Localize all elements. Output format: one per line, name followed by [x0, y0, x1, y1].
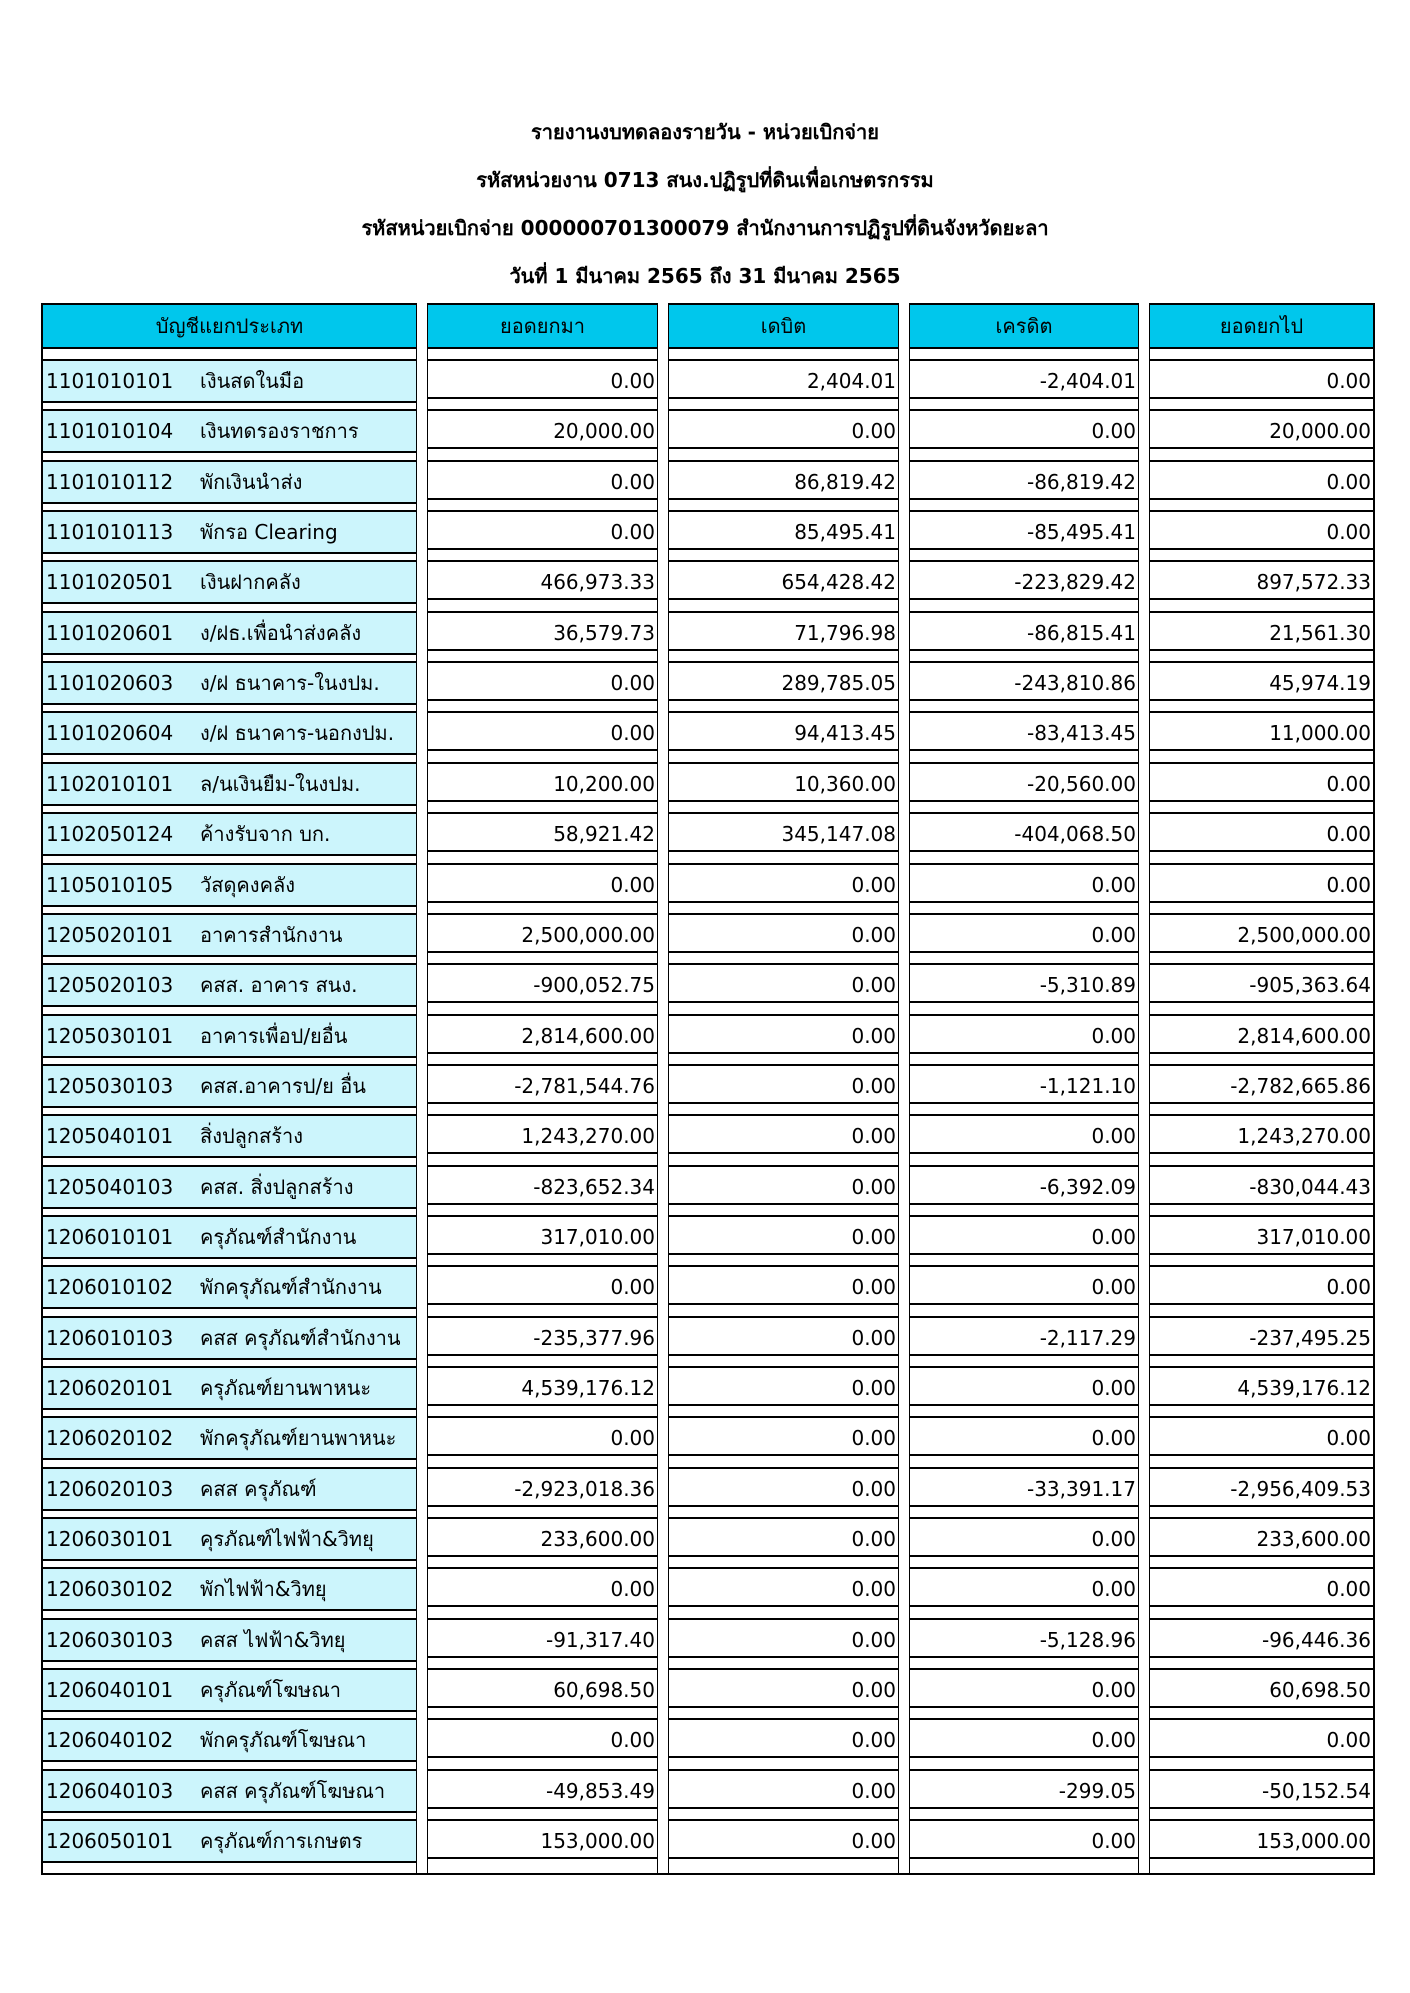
account-cell [43, 359, 416, 403]
account-name: คุรภัณฑ์ไฟฟ้า&วิทยุ [200, 1527, 374, 1552]
account-code: 1101020603 [46, 671, 174, 696]
account-code: 1102010101 [46, 771, 174, 796]
closing-cell: 0.00 [1150, 359, 1373, 399]
account-code: 1206040102 [46, 1728, 174, 1753]
account-code: 1206030101 [46, 1527, 174, 1552]
opening-cell: -2,923,018.36 [428, 1467, 657, 1507]
closing-cell: -2,782,665.86 [1150, 1064, 1373, 1104]
credit-cell: -86,815.41 [910, 611, 1138, 651]
account-code: 1205030101 [46, 1023, 174, 1048]
account-cell [43, 560, 416, 604]
account-cell [43, 510, 416, 554]
table-row [43, 913, 1373, 963]
closing-cell: 0.00 [1150, 1416, 1373, 1456]
opening-cell: -823,652.34 [428, 1165, 657, 1205]
opening-cell: 4,539,176.12 [428, 1366, 657, 1406]
header-closing: ยอดยกไป [1150, 303, 1373, 349]
table-row [43, 963, 1373, 1013]
debit-cell: 0.00 [669, 1114, 898, 1154]
credit-cell: -243,810.86 [910, 661, 1138, 701]
agency-line: รหัสหน่วยงาน 0713 สนง.ปฏิรูปที่ดินเพื่อเกษตรกรรม [476, 168, 934, 192]
opening-cell: 0.00 [428, 661, 657, 701]
account-cell [43, 611, 416, 655]
account-code: 1101010101 [46, 369, 174, 393]
credit-cell: 0.00 [910, 1668, 1138, 1708]
table-row [43, 611, 1373, 661]
table-row [43, 711, 1373, 761]
closing-cell: 0.00 [1150, 812, 1373, 852]
account-name: ครุภัณฑ์ยานพาหนะ [200, 1376, 372, 1400]
table-row [43, 1567, 1373, 1617]
credit-cell: -1,121.10 [910, 1064, 1138, 1104]
table-row [43, 1366, 1373, 1416]
account-cell [43, 661, 416, 705]
debit-cell: 0.00 [669, 1014, 898, 1054]
table-row [43, 1064, 1373, 1114]
table-row [43, 1467, 1373, 1517]
account-cell [43, 1366, 416, 1410]
opening-cell: 153,000.00 [428, 1819, 657, 1859]
debit-cell: 0.00 [669, 1769, 898, 1809]
account-cell [43, 1265, 416, 1309]
table-row [43, 1769, 1373, 1819]
debit-cell: 0.00 [669, 863, 898, 903]
table-row [43, 1265, 1373, 1315]
account-code: 1105010105 [46, 872, 174, 897]
account-name: อาคารสำนักงาน [200, 922, 343, 947]
closing-cell: 0.00 [1150, 762, 1373, 802]
closing-cell: 0.00 [1150, 1567, 1373, 1607]
debit-cell: 0.00 [669, 1618, 898, 1658]
opening-cell: 0.00 [428, 1416, 657, 1456]
account-code: 1101020501 [46, 570, 174, 595]
debit-cell: 0.00 [669, 1165, 898, 1205]
opening-cell: 317,010.00 [428, 1215, 657, 1255]
account-code: 1206020103 [46, 1476, 174, 1501]
account-name: พักครุภัณฑ์โฆษณา [200, 1728, 367, 1753]
account-name: พักเงินนำส่ง [200, 469, 303, 494]
account-name: คสส ครุภัณฑ์ [200, 1476, 317, 1501]
credit-cell: -299.05 [910, 1769, 1138, 1809]
disbursement-unit-line: รหัสหน่วยเบิกจ่าย 000000701300079 สำนักงานการปฏิรูปที่ดินจังหวัดยะลา [361, 216, 1049, 240]
opening-cell: 2,500,000.00 [428, 913, 657, 953]
account-cell [43, 762, 416, 806]
debit-cell: 345,147.08 [669, 812, 898, 852]
account-code: 1101010112 [46, 469, 174, 494]
account-name: ครุภัณฑ์โฆษณา [200, 1678, 342, 1703]
credit-cell: -2,117.29 [910, 1316, 1138, 1356]
account-name: เงินสดในมือ [200, 369, 305, 393]
opening-cell: -900,052.75 [428, 963, 657, 1003]
account-name: ค้างรับจาก บก. [200, 822, 331, 847]
account-cell [43, 1064, 416, 1108]
opening-cell: 0.00 [428, 863, 657, 903]
credit-cell: -5,128.96 [910, 1618, 1138, 1658]
closing-cell: 897,572.33 [1150, 560, 1373, 600]
account-name: ง/ฝ ธนาคาร-ในงปม. [200, 671, 380, 696]
opening-cell: -49,853.49 [428, 1769, 657, 1809]
table-row [43, 1014, 1373, 1064]
account-code: 1101010113 [46, 520, 174, 545]
credit-cell: 0.00 [910, 1567, 1138, 1607]
account-cell [43, 913, 416, 957]
credit-cell: 0.00 [910, 1718, 1138, 1758]
closing-cell: -237,495.25 [1150, 1316, 1373, 1356]
closing-cell: 4,539,176.12 [1150, 1366, 1373, 1406]
credit-cell: 0.00 [910, 1366, 1138, 1406]
opening-cell: -2,781,544.76 [428, 1064, 657, 1104]
account-cell [43, 711, 416, 755]
account-code: 1101010104 [46, 419, 174, 444]
credit-cell: -223,829.42 [910, 560, 1138, 600]
debit-cell: 0.00 [669, 1316, 898, 1356]
credit-cell: 0.00 [910, 1416, 1138, 1456]
closing-cell: 60,698.50 [1150, 1668, 1373, 1708]
account-name: คสส ครุภัณฑ์สำนักงาน [200, 1325, 401, 1350]
account-code: 1205040101 [46, 1124, 174, 1149]
account-cell [43, 1668, 416, 1712]
trial-balance-table [41, 303, 1375, 1875]
account-name: พักรอ Clearing [200, 520, 338, 545]
credit-cell: -85,495.41 [910, 510, 1138, 550]
opening-cell: 0.00 [428, 711, 657, 751]
closing-cell: -830,044.43 [1150, 1165, 1373, 1205]
account-code: 1205020101 [46, 922, 174, 947]
debit-cell: 85,495.41 [669, 510, 898, 550]
credit-cell: 0.00 [910, 1215, 1138, 1255]
account-code: 1206030102 [46, 1577, 174, 1602]
account-name: เงินฝากคลัง [200, 570, 301, 595]
opening-cell: 0.00 [428, 1265, 657, 1305]
account-cell [43, 460, 416, 504]
closing-cell: 233,600.00 [1150, 1517, 1373, 1557]
table-row [43, 1668, 1373, 1718]
account-code: 1102050124 [46, 822, 174, 847]
closing-cell: 0.00 [1150, 460, 1373, 500]
credit-cell: 0.00 [910, 1819, 1138, 1859]
credit-cell: 0.00 [910, 1517, 1138, 1557]
account-name: คสส. สิ่งปลูกสร้าง [200, 1174, 354, 1199]
credit-cell: 0.00 [910, 913, 1138, 953]
account-code: 1206020101 [46, 1376, 174, 1400]
opening-cell: 2,814,600.00 [428, 1014, 657, 1054]
account-cell [43, 812, 416, 856]
account-code: 1206010102 [46, 1275, 174, 1300]
credit-cell: -86,819.42 [910, 460, 1138, 500]
account-code: 1205040103 [46, 1174, 174, 1199]
period-line: วันที่ 1 มีนาคม 2565 ถึง 31 มีนาคม 2565 [509, 264, 901, 288]
closing-cell: 0.00 [1150, 863, 1373, 903]
header-account: บัญชีแยกประเภท [43, 303, 416, 349]
account-cell [43, 1316, 416, 1360]
debit-cell: 0.00 [669, 1668, 898, 1708]
credit-cell: -5,310.89 [910, 963, 1138, 1003]
account-name: คสส ครุภัณฑ์โฆษณา [200, 1778, 386, 1803]
account-name: พักครุภัณฑ์ยานพาหนะ [200, 1426, 397, 1451]
account-cell [43, 1416, 416, 1460]
closing-cell: -96,446.36 [1150, 1618, 1373, 1658]
table-row [43, 409, 1373, 459]
debit-cell: 71,796.98 [669, 611, 898, 651]
credit-cell: -6,392.09 [910, 1165, 1138, 1205]
account-cell [43, 409, 416, 453]
debit-cell: 0.00 [669, 963, 898, 1003]
table-row [43, 1114, 1373, 1164]
opening-cell: 0.00 [428, 460, 657, 500]
account-name: ล/นเงินยืม-ในงปม. [200, 771, 361, 796]
account-code: 1101020601 [46, 620, 174, 645]
table-row [43, 863, 1373, 913]
table-row [43, 1316, 1373, 1366]
closing-cell: -2,956,409.53 [1150, 1467, 1373, 1507]
account-code: 1206020102 [46, 1426, 174, 1451]
account-name: เงินทดรองราชการ [200, 419, 359, 444]
closing-cell: 21,561.30 [1150, 611, 1373, 651]
credit-cell: 0.00 [910, 1014, 1138, 1054]
table-row [43, 812, 1373, 862]
opening-cell: 233,600.00 [428, 1517, 657, 1557]
account-cell [43, 1467, 416, 1511]
header-credit: เครดิต [910, 303, 1138, 349]
credit-cell: 0.00 [910, 863, 1138, 903]
closing-cell: 2,814,600.00 [1150, 1014, 1373, 1054]
credit-cell: 0.00 [910, 1265, 1138, 1305]
account-name: ง/ฝ ธนาคาร-นอกงปม. [200, 721, 395, 746]
debit-cell: 0.00 [669, 1265, 898, 1305]
closing-cell: 20,000.00 [1150, 409, 1373, 449]
opening-cell: 58,921.42 [428, 812, 657, 852]
account-cell [43, 1567, 416, 1611]
account-code: 1206010103 [46, 1325, 174, 1350]
debit-cell: 94,413.45 [669, 711, 898, 751]
opening-cell: 1,243,270.00 [428, 1114, 657, 1154]
account-name: พักไฟฟ้า&วิทยุ [200, 1577, 327, 1602]
opening-cell: 36,579.73 [428, 611, 657, 651]
closing-cell: -905,363.64 [1150, 963, 1373, 1003]
debit-cell: 2,404.01 [669, 359, 898, 399]
closing-cell: 317,010.00 [1150, 1215, 1373, 1255]
account-name: อาคารเพื่อป/ยอื่น [200, 1023, 348, 1048]
account-name: คสส.อาคารป/ย อื่น [200, 1073, 366, 1098]
credit-cell: -20,560.00 [910, 762, 1138, 802]
opening-cell: 0.00 [428, 510, 657, 550]
table-row [43, 661, 1373, 711]
table-row [43, 1819, 1373, 1869]
debit-cell: 0.00 [669, 1467, 898, 1507]
credit-cell: -404,068.50 [910, 812, 1138, 852]
closing-cell: 11,000.00 [1150, 711, 1373, 751]
account-name: พักครุภัณฑ์สำนักงาน [200, 1275, 382, 1300]
closing-cell: 1,243,270.00 [1150, 1114, 1373, 1154]
opening-cell: 10,200.00 [428, 762, 657, 802]
header-debit: เดบิต [669, 303, 898, 349]
account-cell [43, 1215, 416, 1259]
debit-cell: 0.00 [669, 1215, 898, 1255]
account-name: คสส. อาคาร สนง. [200, 973, 358, 998]
table-header [43, 303, 1373, 349]
account-code: 1206050101 [46, 1829, 174, 1854]
debit-cell: 86,819.42 [669, 460, 898, 500]
credit-cell: 0.00 [910, 1114, 1138, 1154]
debit-cell: 0.00 [669, 1416, 898, 1456]
table-row [43, 460, 1373, 510]
account-name: สิ่งปลูกสร้าง [200, 1124, 303, 1149]
account-cell [43, 1517, 416, 1561]
table-row [43, 1517, 1373, 1567]
credit-cell: -33,391.17 [910, 1467, 1138, 1507]
opening-cell: 0.00 [428, 1567, 657, 1607]
account-cell [43, 1014, 416, 1058]
table-row [43, 1416, 1373, 1466]
table-row [43, 1215, 1373, 1265]
report-title: รายงานงบทดลองรายวัน - หน่วยเบิกจ่าย [531, 120, 879, 144]
debit-cell: 0.00 [669, 1567, 898, 1607]
account-code: 1101020604 [46, 721, 174, 746]
account-cell [43, 1819, 416, 1863]
credit-cell: -83,413.45 [910, 711, 1138, 751]
debit-cell: 654,428.42 [669, 560, 898, 600]
account-code: 1206010101 [46, 1224, 174, 1249]
header-opening: ยอดยกมา [428, 303, 657, 349]
opening-cell: 20,000.00 [428, 409, 657, 449]
debit-cell: 0.00 [669, 1517, 898, 1557]
table-row [43, 762, 1373, 812]
account-cell [43, 1165, 416, 1209]
account-code: 1206040101 [46, 1678, 174, 1703]
debit-cell: 0.00 [669, 1718, 898, 1758]
credit-cell: -2,404.01 [910, 359, 1138, 399]
table-row [43, 560, 1373, 610]
closing-cell: 45,974.19 [1150, 661, 1373, 701]
closing-cell: -50,152.54 [1150, 1769, 1373, 1809]
account-cell [43, 1114, 416, 1158]
opening-cell: -91,317.40 [428, 1618, 657, 1658]
debit-cell: 289,785.05 [669, 661, 898, 701]
account-name: ง/ฝธ.เพื่อนำส่งคลัง [200, 620, 362, 645]
opening-cell: 466,973.33 [428, 560, 657, 600]
account-code: 1205020103 [46, 973, 174, 998]
account-code: 1206030103 [46, 1627, 174, 1652]
closing-cell: 0.00 [1150, 510, 1373, 550]
account-cell [43, 963, 416, 1007]
table-row [43, 1618, 1373, 1668]
account-name: วัสดุคงคลัง [200, 872, 295, 897]
opening-cell: 0.00 [428, 359, 657, 399]
opening-cell: 0.00 [428, 1718, 657, 1758]
account-cell [43, 1618, 416, 1662]
debit-cell: 0.00 [669, 913, 898, 953]
closing-cell: 2,500,000.00 [1150, 913, 1373, 953]
account-code: 1206040103 [46, 1778, 174, 1803]
closing-cell: 0.00 [1150, 1718, 1373, 1758]
opening-cell: 60,698.50 [428, 1668, 657, 1708]
table-row [43, 359, 1373, 409]
report-header [0, 112, 1410, 304]
account-name: ครุภัณฑ์การเกษตร [200, 1829, 363, 1854]
closing-cell: 0.00 [1150, 1265, 1373, 1305]
table-row [43, 1165, 1373, 1215]
debit-cell: 0.00 [669, 409, 898, 449]
debit-cell: 0.00 [669, 1064, 898, 1104]
debit-cell: 0.00 [669, 1366, 898, 1406]
account-cell [43, 1769, 416, 1813]
opening-cell: -235,377.96 [428, 1316, 657, 1356]
table-row [43, 1718, 1373, 1768]
account-cell [43, 863, 416, 907]
account-code: 1205030103 [46, 1073, 174, 1098]
closing-cell: 153,000.00 [1150, 1819, 1373, 1859]
account-name: ครุภัณฑ์สำนักงาน [200, 1224, 357, 1249]
debit-cell: 0.00 [669, 1819, 898, 1859]
account-name: คสส ไฟฟ้า&วิทยุ [200, 1627, 346, 1652]
credit-cell: 0.00 [910, 409, 1138, 449]
account-cell [43, 1718, 416, 1762]
debit-cell: 10,360.00 [669, 762, 898, 802]
table-row [43, 510, 1373, 560]
